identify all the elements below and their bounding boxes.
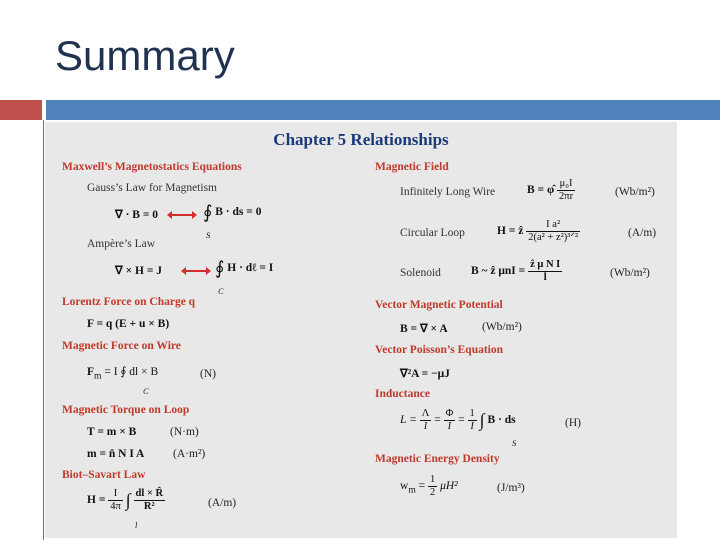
- inductance-frac-3: [468, 408, 477, 433]
- ind-f3-den: I: [470, 421, 474, 432]
- wire-field-equation: [527, 178, 575, 203]
- torque-equation: T = m × B: [87, 426, 137, 438]
- energy-rest: μH²: [440, 480, 458, 493]
- wire-field-num: μ₀I: [557, 178, 575, 191]
- wire-force-limit: C: [143, 386, 149, 396]
- loop-unit: (A/m): [628, 227, 657, 239]
- gauss-differential: ∇ · B = 0: [115, 209, 159, 221]
- energy-heading: Magnetic Energy Density: [375, 453, 500, 465]
- ampere-integral: ∮ H · dℓ = I: [215, 258, 274, 278]
- solenoid-label: Solenoid: [400, 267, 441, 279]
- ind-f3-num: 1: [469, 408, 475, 419]
- torque-unit: (N·m): [170, 426, 199, 438]
- lorentz-heading: Lorentz Force on Charge q: [62, 296, 196, 308]
- torque-heading: Magnetic Torque on Loop: [62, 404, 190, 416]
- solenoid-lhs: B ~ ẑ μnI =: [471, 265, 526, 278]
- wire-field-unit: (Wb/m²): [615, 186, 655, 198]
- energy-unit: (J/m³): [497, 482, 525, 494]
- ampere-integrand: H · dℓ = I: [227, 262, 274, 275]
- vector-potential-heading: Vector Magnetic Potential: [375, 299, 503, 311]
- loop-num: I a²: [526, 219, 580, 232]
- solenoid-frac: [528, 259, 562, 284]
- wire-field-frac: [557, 178, 575, 203]
- biot-int-num: dl × R̂: [135, 488, 164, 499]
- loop-label: Circular Loop: [400, 227, 465, 239]
- equivalence-arrow: [171, 214, 193, 216]
- inductance-heading: Inductance: [375, 388, 430, 400]
- biot-integrand: [134, 488, 166, 513]
- biot-unit: (A/m): [208, 497, 237, 509]
- wire-force-sub: m: [94, 370, 102, 382]
- energy-frac: [428, 474, 437, 499]
- inductance-limit: S: [512, 438, 517, 448]
- wire-force-unit: (N): [200, 368, 216, 380]
- wire-field-den: 2πr: [559, 191, 574, 202]
- solenoid-den: l: [543, 272, 547, 283]
- accent-bar-red: [0, 100, 42, 120]
- wire-field-label: Infinitely Long Wire: [400, 186, 496, 198]
- gauss-integrand: B · ds = 0: [215, 206, 262, 219]
- loop-equation: [497, 219, 580, 244]
- energy-num: 1: [430, 474, 436, 485]
- loop-lhs: H = ẑ: [497, 225, 524, 238]
- wire-force-heading: Magnetic Force on Wire: [62, 340, 181, 352]
- magnetic-field-heading: Magnetic Field: [375, 161, 449, 173]
- ampere-label: Ampère’s Law: [87, 238, 156, 250]
- energy-den: 2: [430, 487, 436, 498]
- lorentz-equation: F = q (E + u × B): [87, 318, 170, 330]
- panel-title: Chapter 5 Relationships: [273, 130, 449, 149]
- inductance-frac-2: [444, 408, 456, 433]
- integral-sign: ∫: [125, 490, 131, 510]
- biot-lhs: H =: [87, 494, 106, 507]
- biot-limit: l: [135, 520, 138, 530]
- slide-title: Summary: [55, 32, 235, 79]
- accent-bar-blue: [46, 100, 720, 120]
- integral-sign-2: ∫: [479, 410, 485, 430]
- vector-potential-unit: (Wb/m²): [482, 321, 522, 333]
- ind-f2-num: Φ: [445, 408, 454, 419]
- gauss-integral: ∮ B · ds = 0: [203, 202, 262, 222]
- poisson-heading: Vector Poisson’s Equation: [375, 344, 504, 356]
- energy-lhs: w: [400, 480, 409, 493]
- biot-coef-num: I: [108, 488, 123, 501]
- inductance-integrand: B · ds: [487, 414, 516, 427]
- solenoid-equation: [471, 259, 562, 284]
- energy-sub: m: [408, 484, 416, 496]
- gauss-label: Gauss’s Law for Magnetism: [87, 182, 217, 194]
- inductance-equation: L = $\frac{\Lambda}{I}$ = $\frac{\Phi}{I}$ = $\frac{1}{I}$ ∫ B · ds: [400, 408, 516, 432]
- energy-equation: $w_m$ = $\frac{1}{2}$ μH²: [400, 474, 458, 498]
- ind-f2-den: I: [447, 421, 452, 432]
- ampere-limit: C: [218, 286, 224, 296]
- maxwell-heading: Maxwell’s Magnetostatics Equations: [62, 161, 242, 173]
- loop-den: 2(a² + z²)³ᐟ²: [528, 232, 579, 243]
- ind-f1-den: I: [423, 421, 428, 432]
- vector-potential-equation: B = ∇ × A: [400, 323, 448, 335]
- accent-line: [43, 120, 44, 540]
- inductance-lhs: L =: [400, 414, 417, 427]
- solenoid-num: ẑ μ N I: [530, 259, 561, 270]
- moment-equation: m = n̂ N I A: [87, 448, 145, 460]
- ampere-differential: ∇ × H = J: [115, 265, 162, 277]
- inductance-frac-1: [420, 408, 432, 433]
- solenoid-unit: (Wb/m²): [610, 267, 650, 279]
- wire-force-lhs: F: [87, 366, 95, 378]
- inductance-unit: (H): [565, 417, 581, 429]
- relationships-panel: [45, 122, 677, 538]
- wire-force-rhs: = I ∮ dl × B: [104, 366, 159, 378]
- loop-frac: [526, 219, 580, 244]
- wire-field-lhs: B = φ̂: [527, 184, 555, 197]
- equivalence-arrow-2: [185, 270, 207, 272]
- gauss-limit: S: [206, 230, 211, 240]
- ind-f1-num: Λ: [421, 408, 430, 419]
- biot-coef-den: 4π: [110, 501, 121, 512]
- moment-unit: (A·m²): [173, 448, 206, 460]
- biot-savart-heading: Biot–Savart Law: [62, 469, 146, 481]
- biot-coefficient: [108, 488, 123, 513]
- biot-savart-equation: [87, 488, 165, 513]
- wire-force-equation: [87, 364, 158, 381]
- poisson-equation: ∇²A = −μJ: [400, 368, 450, 380]
- biot-int-den: R²: [143, 501, 155, 512]
